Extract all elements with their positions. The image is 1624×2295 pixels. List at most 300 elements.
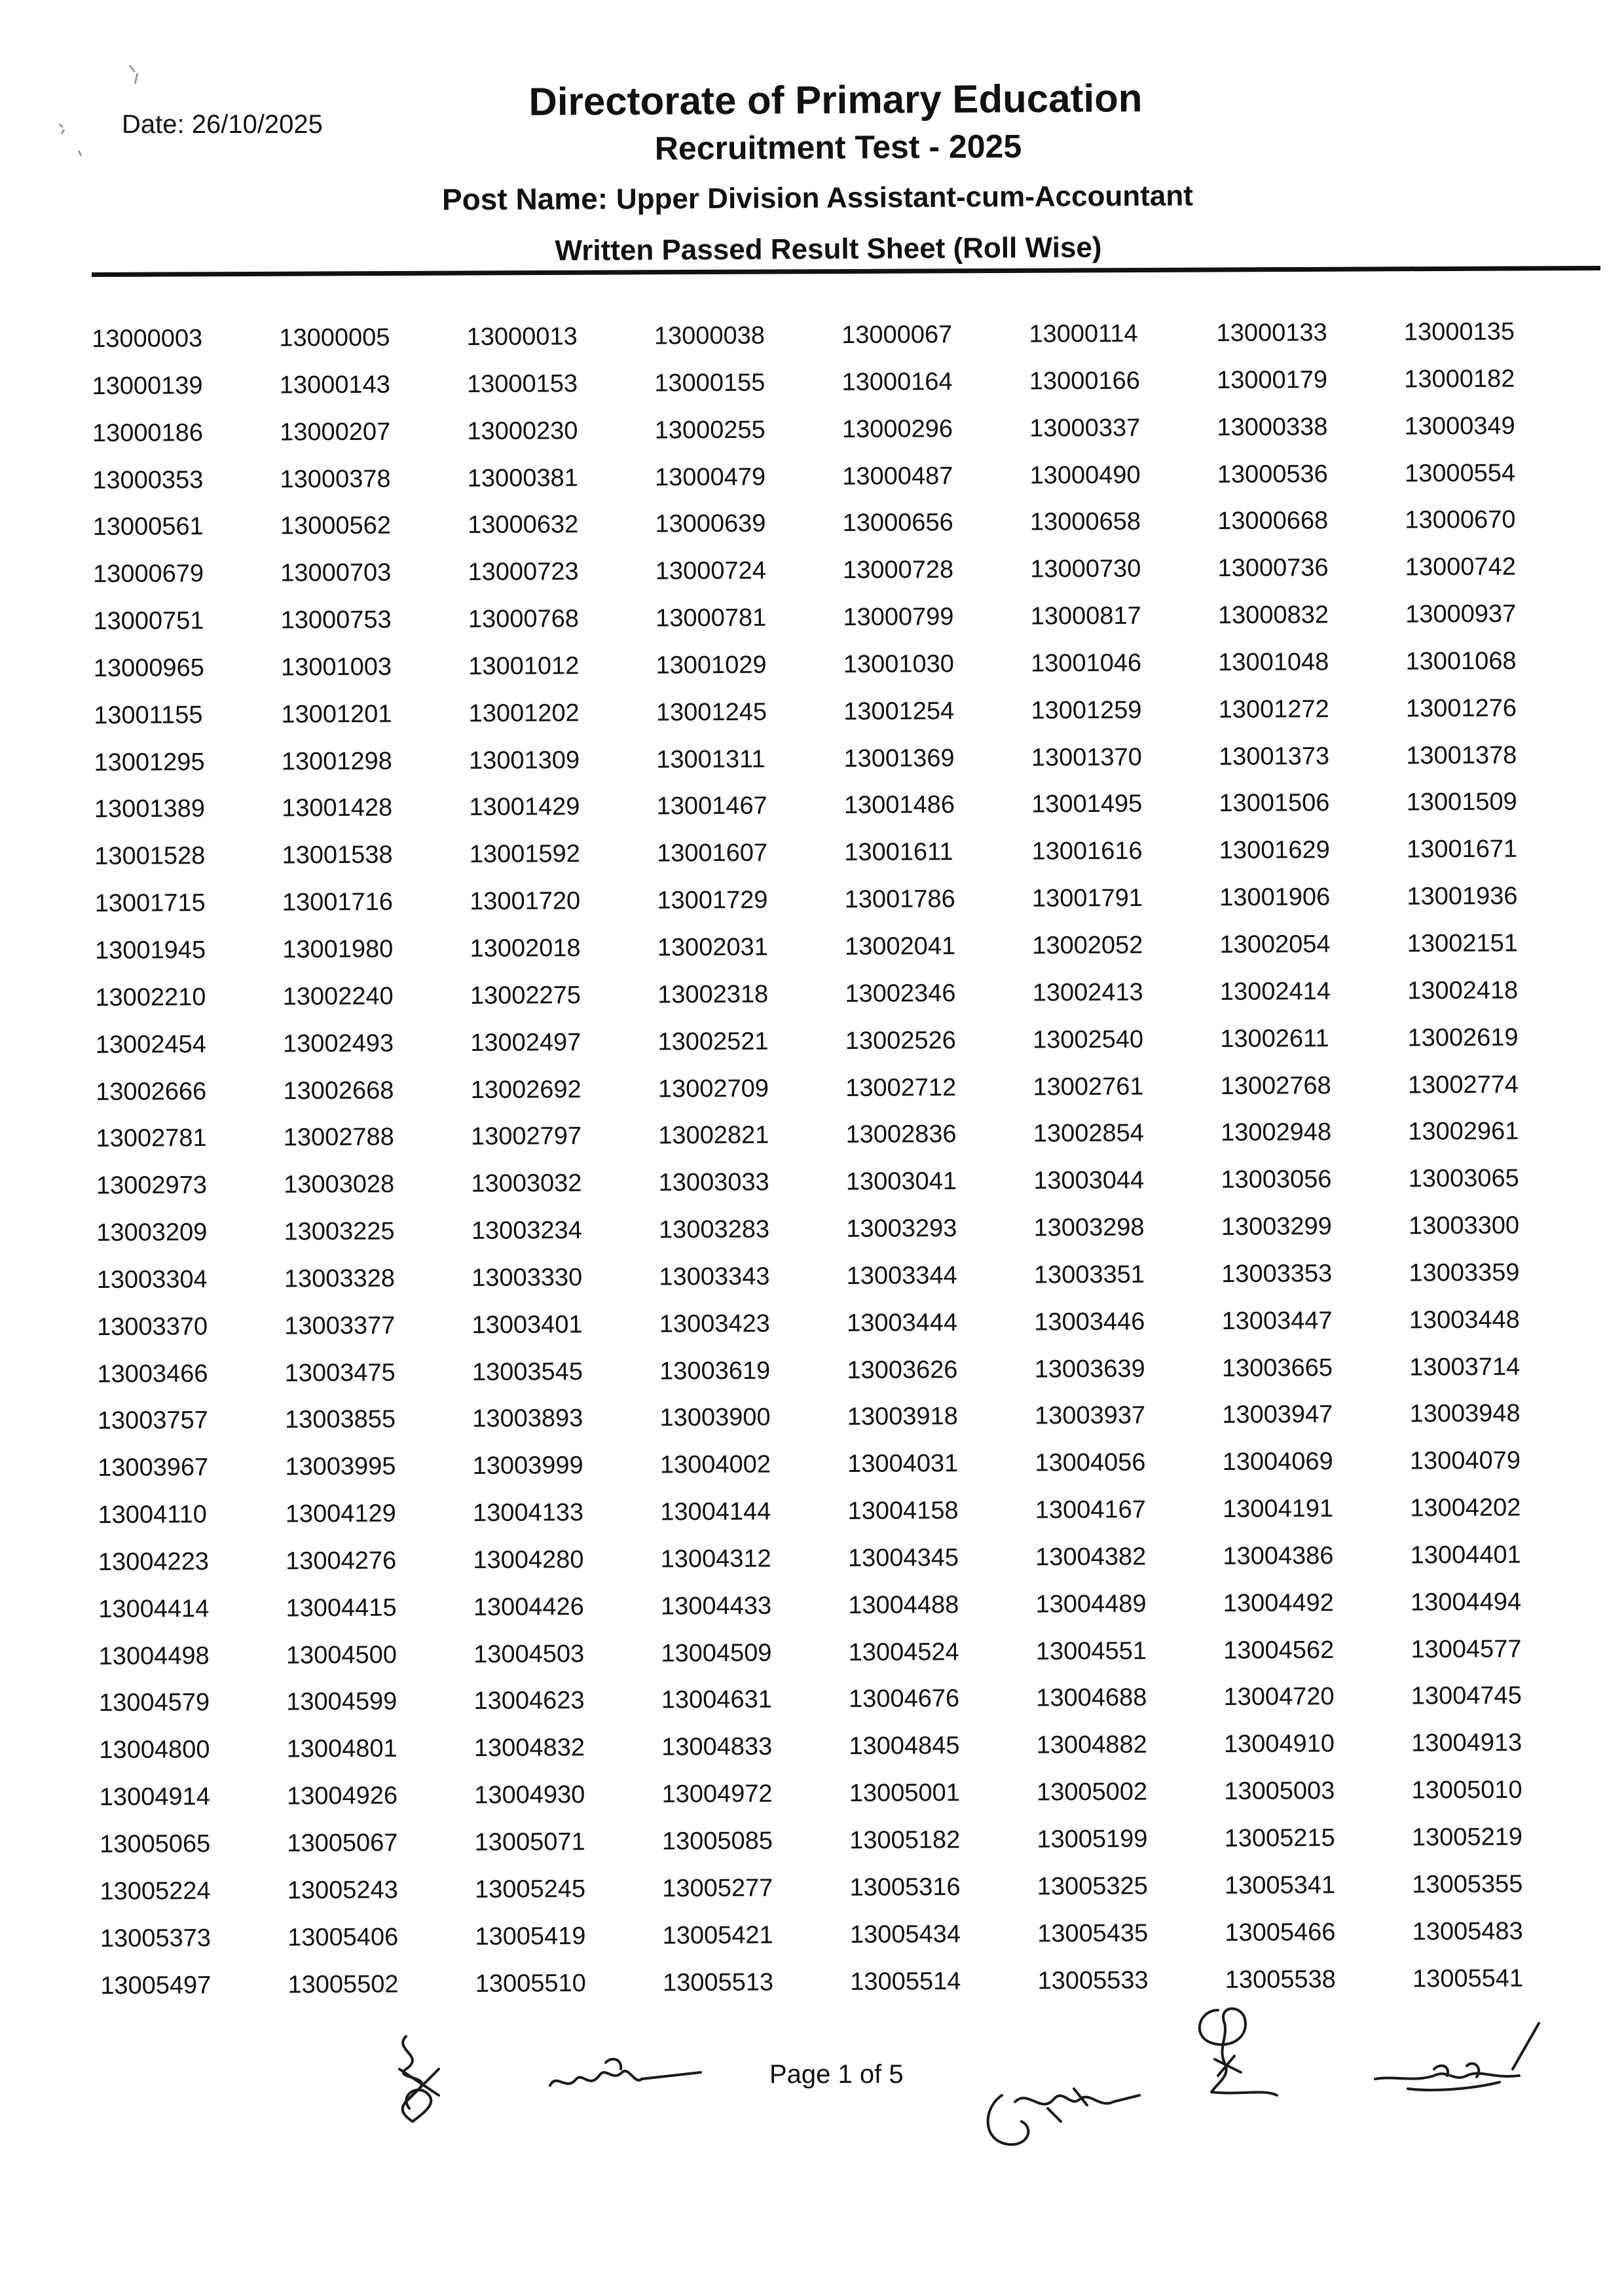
- roll-row: [93, 501, 1593, 556]
- roll-number: 13005502: [287, 1970, 399, 1998]
- roll-number: 13004386: [1223, 1542, 1334, 1570]
- roll-number: 13004833: [661, 1733, 773, 1761]
- roll-number: 13004926: [286, 1782, 398, 1810]
- roll-number: 13005406: [287, 1923, 399, 1952]
- roll-number: 13000965: [93, 654, 204, 682]
- roll-row: [96, 1112, 1595, 1167]
- roll-number: 13002414: [1219, 977, 1331, 1006]
- roll-number: 13000186: [92, 418, 204, 447]
- roll-number: 13004312: [660, 1545, 771, 1573]
- roll-number: 13003444: [846, 1308, 958, 1337]
- roll-number: 13000751: [93, 607, 204, 636]
- roll-number: 13001607: [656, 839, 768, 868]
- roll-number: 13001272: [1218, 695, 1329, 724]
- roll-number: 13003626: [847, 1355, 958, 1384]
- roll-number: 13002041: [844, 932, 956, 961]
- roll-number: 13000255: [654, 416, 766, 445]
- roll-number: 13005355: [1412, 1870, 1523, 1899]
- roll-number: 13001030: [843, 650, 954, 678]
- roll-number: 13002497: [470, 1028, 581, 1057]
- roll-number: 13000937: [1405, 600, 1517, 629]
- roll-number: 13005316: [849, 1873, 961, 1901]
- roll-number: 13003545: [471, 1357, 583, 1386]
- roll-number: 13000133: [1216, 319, 1327, 348]
- roll-number: 13004913: [1411, 1729, 1522, 1757]
- roll-number: 13001311: [656, 745, 766, 774]
- roll-number: 13000728: [842, 556, 954, 585]
- roll-row: [99, 1724, 1598, 1779]
- page-number: Page 1 of 5: [769, 2060, 904, 2089]
- roll-number: 13005483: [1412, 1917, 1523, 1946]
- post-name-label: Post Name:: [441, 181, 608, 217]
- roll-number: 13005243: [287, 1876, 398, 1905]
- roll-number: 13003293: [846, 1215, 957, 1243]
- roll-row: [100, 1913, 1600, 1968]
- roll-number: 13004382: [1035, 1543, 1147, 1571]
- roll-number: 13004503: [473, 1640, 585, 1668]
- roll-number: 13005010: [1411, 1776, 1522, 1805]
- roll-number: 13000182: [1404, 365, 1515, 394]
- roll-number: 13000479: [654, 463, 766, 492]
- post-name: [442, 177, 1193, 217]
- roll-number: 13002692: [470, 1075, 581, 1104]
- roll-number: 13004280: [473, 1546, 584, 1574]
- roll-number: 13002418: [1407, 976, 1519, 1005]
- roll-number: 13000490: [1029, 461, 1141, 490]
- roll-number: 13000632: [468, 511, 579, 540]
- roll-number: 13001370: [1031, 743, 1142, 772]
- roll-number: 13004599: [286, 1688, 397, 1716]
- roll-row: [97, 1254, 1596, 1309]
- roll-number: 13004223: [98, 1548, 210, 1576]
- post-name-value: Upper Division Assistant-cum-Accountant: [616, 179, 1193, 215]
- roll-number: 13005435: [1037, 1919, 1149, 1948]
- roll-number: 13003947: [1222, 1401, 1333, 1429]
- roll-number: 13000179: [1216, 365, 1328, 394]
- roll-number: 13002948: [1220, 1118, 1332, 1147]
- roll-number: 13002619: [1407, 1023, 1519, 1052]
- roll-row: [92, 407, 1592, 462]
- roll-number: 13002821: [658, 1121, 769, 1150]
- roll-number: 13000536: [1217, 460, 1328, 488]
- roll-number: 13001671: [1406, 835, 1518, 864]
- roll-number: 13000832: [1217, 601, 1329, 630]
- page-title: Directorate of Primary Education: [528, 76, 1143, 124]
- roll-number: 13000013: [466, 323, 578, 352]
- roll-number: 13002666: [96, 1077, 207, 1106]
- roll-number: 13004489: [1035, 1590, 1147, 1619]
- roll-row: [96, 1207, 1596, 1262]
- roll-number: 13003330: [471, 1263, 583, 1292]
- roll-number: 13001276: [1405, 694, 1517, 723]
- roll-number: 13003423: [659, 1310, 770, 1338]
- roll-number: 13001906: [1219, 883, 1331, 912]
- roll-number: 13001729: [657, 886, 768, 915]
- roll-number: 13002768: [1220, 1071, 1331, 1100]
- roll-number: 13001429: [469, 793, 580, 822]
- roll-number: 13003304: [96, 1265, 208, 1294]
- roll-row: [94, 642, 1593, 697]
- roll-number: 13005325: [1037, 1872, 1148, 1901]
- roll-row: [100, 1960, 1600, 2015]
- roll-number: 13003033: [658, 1168, 769, 1197]
- roll-row: [95, 877, 1595, 932]
- roll-number: 13004345: [847, 1544, 959, 1572]
- roll-number: 13003995: [285, 1452, 396, 1481]
- roll-number: 13003351: [1033, 1260, 1145, 1289]
- roll-number: 13001245: [655, 698, 767, 727]
- roll-number: 13003475: [284, 1359, 396, 1387]
- roll-number: 13004972: [661, 1780, 773, 1808]
- sheet-title: Written Passed Result Sheet (Roll Wise): [555, 231, 1102, 267]
- roll-number: 13001486: [843, 791, 955, 820]
- roll-number: 13004800: [99, 1736, 210, 1765]
- roll-number: 13001945: [94, 936, 206, 964]
- roll-number: 13002761: [1033, 1073, 1144, 1101]
- roll-number: 13002526: [845, 1026, 956, 1055]
- roll-number: 13000562: [280, 511, 392, 540]
- roll-number: 13001715: [94, 889, 206, 918]
- roll-number: 13002668: [283, 1076, 394, 1105]
- roll-number: 13001616: [1031, 837, 1143, 866]
- roll-number: 13000207: [280, 418, 391, 447]
- roll-number: 13000561: [92, 513, 204, 542]
- roll-number: 13005001: [849, 1779, 960, 1808]
- roll-row: [96, 1160, 1596, 1215]
- roll-number: 13003028: [284, 1170, 395, 1199]
- roll-row: [98, 1536, 1598, 1591]
- roll-row: [100, 1771, 1599, 1826]
- roll-number: 13003234: [471, 1217, 582, 1245]
- roll-number: 13005071: [474, 1828, 585, 1856]
- roll-number: 13005533: [1037, 1966, 1149, 1995]
- roll-number: 13000658: [1029, 507, 1141, 536]
- roll-number: 13001378: [1406, 741, 1517, 770]
- roll-number: 13002961: [1408, 1117, 1519, 1146]
- roll-number: 13001369: [843, 744, 955, 773]
- roll-number: 13001528: [94, 842, 206, 871]
- roll-number: 13000296: [841, 414, 953, 443]
- roll-number: 13001309: [468, 746, 580, 775]
- roll-number: 13003937: [1034, 1402, 1146, 1430]
- roll-number: 13003225: [284, 1217, 395, 1246]
- roll-number: 13000730: [1030, 555, 1141, 583]
- roll-number: 13004056: [1035, 1448, 1146, 1477]
- roll-number: 13001046: [1030, 649, 1142, 678]
- roll-number: 13002854: [1033, 1119, 1144, 1148]
- roll-number: 13000153: [466, 369, 578, 398]
- roll-number: 13000703: [280, 559, 392, 587]
- roll-number: 13002781: [96, 1124, 207, 1153]
- roll-number: 13001611: [844, 838, 953, 867]
- roll-number: 13000679: [92, 560, 204, 589]
- signature-1: [380, 2030, 465, 2128]
- roll-number: 13003056: [1221, 1166, 1332, 1194]
- roll-number: 13000768: [468, 605, 580, 634]
- roll-number: 13001155: [94, 701, 203, 729]
- roll-number: 13003900: [659, 1404, 771, 1432]
- roll-number: 13001538: [282, 841, 393, 870]
- roll-number: 13004031: [847, 1450, 959, 1478]
- roll-number: 13004401: [1410, 1541, 1521, 1570]
- roll-number: 13004577: [1411, 1635, 1522, 1664]
- roll-number: 13004158: [847, 1497, 959, 1526]
- roll-number: 13004144: [660, 1497, 771, 1526]
- roll-number: 13003466: [97, 1359, 208, 1388]
- roll-number: 13000753: [280, 606, 392, 634]
- roll-number: 13001592: [469, 840, 580, 869]
- roll-number: 13004579: [98, 1689, 210, 1717]
- roll-row: [98, 1442, 1597, 1497]
- roll-number: 13004688: [1036, 1684, 1147, 1712]
- roll-number: 13003065: [1408, 1164, 1519, 1193]
- roll-number: 13000554: [1404, 459, 1516, 488]
- roll-number: 13001786: [844, 885, 955, 914]
- roll-number: 13003032: [471, 1169, 582, 1198]
- roll-number: 13003999: [472, 1452, 583, 1480]
- roll-number: 13005421: [662, 1921, 773, 1950]
- roll-number: 13002521: [657, 1027, 769, 1056]
- signature-2: [544, 2046, 714, 2105]
- roll-number: 13001467: [656, 792, 767, 820]
- roll-number: 13003948: [1409, 1400, 1521, 1428]
- roll-number: 13003377: [284, 1312, 396, 1340]
- roll-number: 13000155: [654, 369, 766, 397]
- roll-number: 13000038: [654, 321, 766, 350]
- roll-number: 13001389: [94, 795, 206, 824]
- roll-number: 13001068: [1405, 647, 1517, 676]
- roll-number: 13005003: [1224, 1777, 1335, 1806]
- roll-number: 13004832: [473, 1734, 585, 1763]
- roll-number: 13000164: [841, 367, 953, 396]
- roll-number: 13003757: [97, 1406, 208, 1435]
- roll-number: 13003855: [284, 1405, 396, 1434]
- roll-number: 13004167: [1035, 1496, 1146, 1524]
- roll-number: 13003447: [1221, 1306, 1333, 1335]
- roll-number: 13004494: [1410, 1588, 1522, 1617]
- roll-row: [96, 1065, 1595, 1120]
- roll-row: [98, 1583, 1598, 1638]
- roll-number: 13005373: [100, 1924, 212, 1953]
- roll-number: 13002611: [1220, 1024, 1329, 1053]
- roll-number: 13000817: [1030, 602, 1141, 631]
- roll-number: 13003446: [1034, 1308, 1145, 1336]
- roll-number: 13001980: [282, 935, 394, 964]
- roll-number: 13001259: [1031, 696, 1142, 725]
- roll-number: 13005224: [100, 1877, 211, 1905]
- roll-row: [94, 737, 1593, 792]
- roll-number: 13005538: [1225, 1965, 1336, 1994]
- roll-row: [94, 689, 1593, 744]
- roll-number: 13001428: [282, 794, 393, 822]
- roll-number: 13002052: [1032, 931, 1143, 960]
- roll-number: 13003344: [846, 1261, 957, 1290]
- roll-number: 13005541: [1412, 1964, 1524, 1993]
- roll-number: 13002240: [282, 982, 394, 1011]
- roll-number: 13001716: [282, 888, 394, 917]
- roll-number: 13004524: [848, 1638, 959, 1666]
- roll-number: 13004488: [848, 1590, 959, 1619]
- roll-number: 13005219: [1411, 1823, 1523, 1852]
- roll-number: 13005466: [1225, 1918, 1336, 1947]
- roll-number: 13001254: [843, 697, 955, 725]
- roll-number: 13003619: [659, 1357, 771, 1386]
- roll-number: 13003353: [1221, 1259, 1333, 1288]
- roll-number: 13005341: [1224, 1871, 1336, 1900]
- roll-number: 13004801: [286, 1735, 397, 1763]
- roll-number: 13004079: [1409, 1446, 1521, 1475]
- roll-number: 13004129: [285, 1499, 396, 1528]
- roll-number: 13000349: [1404, 412, 1515, 441]
- roll-number: 13004498: [98, 1642, 210, 1670]
- roll-number: 13005277: [662, 1874, 773, 1903]
- roll-number: 13002018: [470, 934, 581, 963]
- roll-number: 13000656: [842, 509, 953, 538]
- header-divider: [92, 266, 1600, 277]
- roll-row: [100, 1865, 1599, 1920]
- roll-number: 13001003: [280, 653, 392, 682]
- roll-number: 13004426: [473, 1592, 584, 1621]
- roll-number: 13002151: [1407, 929, 1518, 958]
- roll-number: 13002454: [95, 1030, 206, 1059]
- roll-row: [92, 313, 1591, 368]
- roll-number: 13000742: [1405, 553, 1516, 581]
- roll-number: 13004930: [474, 1781, 585, 1810]
- roll-number: 13002540: [1032, 1025, 1144, 1054]
- roll-number: 13004845: [849, 1732, 960, 1761]
- roll-row: [99, 1630, 1598, 1685]
- roll-number: 13004562: [1223, 1636, 1335, 1664]
- roll-number: 13001506: [1219, 789, 1330, 818]
- roll-number: 13001201: [281, 700, 392, 729]
- roll-number: 13005067: [287, 1829, 398, 1858]
- roll-number: 13005513: [662, 1968, 774, 1996]
- roll-number: 13000781: [655, 604, 767, 633]
- roll-number: 13000736: [1217, 554, 1329, 583]
- roll-number: 13000139: [92, 371, 203, 400]
- roll-number: 13000114: [1029, 320, 1138, 348]
- roll-number: 13001936: [1407, 882, 1518, 911]
- roll-number: 13004110: [98, 1501, 207, 1530]
- roll-number: 13004551: [1035, 1637, 1147, 1666]
- roll-number: 13004882: [1036, 1731, 1147, 1759]
- roll-number: 13005245: [474, 1875, 586, 1903]
- roll-number: 13004433: [660, 1592, 772, 1621]
- signature-4: [1179, 1997, 1290, 2108]
- roll-number: 13000230: [467, 416, 578, 445]
- roll-number: 13001295: [94, 748, 205, 777]
- roll-number: 13005182: [849, 1826, 961, 1854]
- roll-number: 13000353: [92, 466, 204, 494]
- roll-number: 13004002: [659, 1450, 771, 1479]
- roll-number: 13002210: [95, 983, 206, 1012]
- page-subtitle: Recruitment Test - 2025: [654, 128, 1022, 167]
- roll-number: 13000381: [467, 464, 578, 492]
- roll-number: 13003401: [471, 1310, 583, 1339]
- roll-number: 13004676: [848, 1685, 960, 1714]
- roll-row: [100, 1818, 1599, 1873]
- roll-number: 13004276: [286, 1547, 397, 1575]
- roll-number: 13001202: [468, 699, 580, 727]
- roll-number: 13002774: [1407, 1071, 1519, 1099]
- roll-number: 13000166: [1029, 367, 1140, 395]
- roll-row: [97, 1301, 1596, 1356]
- roll-number: 13004623: [473, 1687, 585, 1716]
- roll-number: 13000724: [655, 557, 766, 585]
- roll-number: 13005514: [850, 1967, 961, 1996]
- roll-number: 13000143: [279, 371, 390, 399]
- roll-number: 13004069: [1222, 1448, 1333, 1477]
- roll-number: 13002413: [1032, 978, 1143, 1007]
- roll-row: [92, 360, 1591, 415]
- roll-number: 13000135: [1403, 318, 1515, 346]
- roll-number: 13002836: [845, 1120, 957, 1149]
- roll-number: 13000723: [468, 558, 579, 587]
- signature-3: [976, 2063, 1146, 2154]
- roll-number: 13004914: [99, 1783, 210, 1812]
- roll-number: 13004631: [661, 1686, 772, 1714]
- roll-number: 13000668: [1217, 507, 1329, 536]
- roll-number: 13001012: [468, 652, 580, 680]
- roll-number: 13003893: [472, 1405, 583, 1433]
- roll-row: [96, 1019, 1595, 1074]
- roll-number: 13005215: [1224, 1824, 1335, 1852]
- roll-number: 13000003: [92, 325, 203, 353]
- roll-number: 13000670: [1405, 505, 1516, 534]
- signature-5: [1369, 2017, 1565, 2102]
- roll-number: 13005497: [100, 1971, 212, 2000]
- roll-number: 13001791: [1031, 884, 1143, 913]
- roll-row: [93, 548, 1593, 603]
- roll-number: 13003041: [845, 1167, 957, 1196]
- roll-number: 13004509: [661, 1639, 772, 1668]
- roll-number: 13005510: [475, 1969, 586, 1998]
- roll-number: 13005085: [661, 1827, 773, 1856]
- roll-number: 13004133: [472, 1499, 584, 1528]
- roll-number: 13004492: [1223, 1588, 1334, 1617]
- roll-number: 13003967: [98, 1454, 209, 1482]
- roll-number: 13004720: [1223, 1683, 1335, 1712]
- roll-number: 13001029: [655, 651, 767, 680]
- roll-number: 13000338: [1217, 413, 1328, 441]
- roll-row: [98, 1489, 1597, 1544]
- roll-number: 13001629: [1219, 836, 1330, 865]
- roll-row: [98, 1395, 1597, 1450]
- roll-number: 13001048: [1218, 648, 1329, 676]
- roll-number: 13005065: [100, 1830, 211, 1858]
- roll-number: 13003044: [1033, 1166, 1145, 1195]
- roll-number: 13001720: [470, 887, 581, 916]
- roll-number: 13003370: [96, 1312, 208, 1341]
- roll-number: 13002797: [470, 1122, 582, 1151]
- date-label: Date: 26/10/2025: [122, 110, 323, 139]
- roll-number: 13003714: [1409, 1353, 1521, 1382]
- roll-row: [95, 925, 1595, 980]
- roll-row: [97, 1348, 1596, 1403]
- roll-number: 13002275: [470, 981, 581, 1010]
- roll-number: 13000067: [841, 321, 953, 350]
- roll-number: 13003359: [1409, 1258, 1520, 1287]
- roll-row: [92, 454, 1592, 509]
- roll-number: 13004414: [98, 1594, 210, 1623]
- roll-number: 13002031: [657, 933, 768, 962]
- roll-number-grid: [92, 313, 1600, 2014]
- roll-number: 13002788: [283, 1123, 394, 1152]
- roll-number: 13000337: [1029, 414, 1141, 443]
- roll-number: 13003283: [658, 1215, 770, 1244]
- roll-row: [94, 783, 1594, 838]
- roll-number: 13002709: [657, 1074, 769, 1103]
